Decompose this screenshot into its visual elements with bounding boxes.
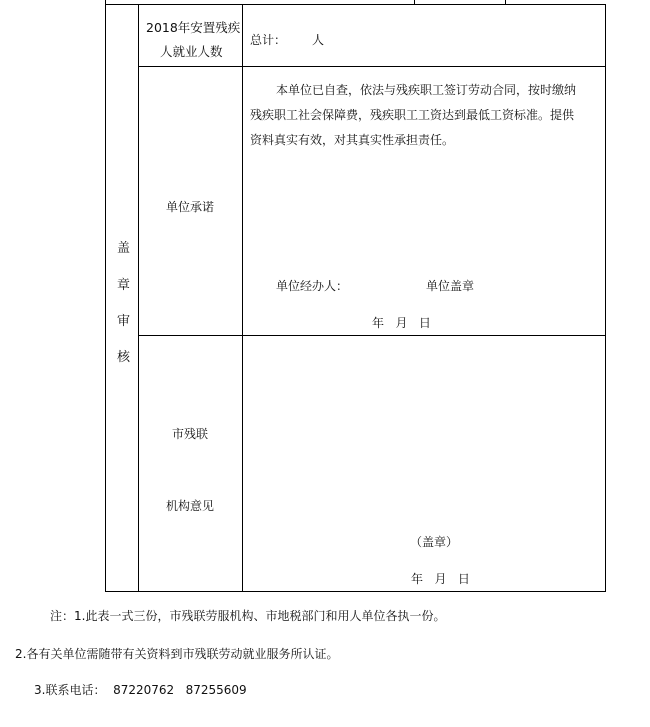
- table-line: [105, 4, 106, 592]
- table-line: [105, 591, 606, 592]
- federation-seal-label: （盖章）: [410, 535, 459, 549]
- side-label-char: 章: [117, 278, 131, 293]
- commitment-label: 单位承诺: [166, 200, 215, 214]
- handler-label: 单位经办人：: [276, 279, 349, 293]
- commitment-text-line3: 资料真实有效，对其真实性承担责任。: [250, 133, 455, 147]
- table-line: [242, 4, 243, 592]
- unit-seal-label: 单位盖章: [426, 279, 475, 293]
- stat-total-prefix: 总计：: [250, 33, 287, 47]
- side-label-char: 审: [117, 314, 131, 329]
- footnote-3: 3.联系电话： 87220762 87255609: [34, 683, 247, 697]
- table-line: [605, 4, 606, 592]
- footnote-2: 2.各有关单位需随带有关资料到市残联劳动就业服务所认证。: [15, 647, 339, 661]
- commitment-date: 年 月 日: [372, 316, 431, 330]
- federation-date: 年 月 日: [411, 572, 470, 586]
- stat-total-unit: 人: [312, 33, 325, 47]
- stat-label-line1: 2018年安置残疾: [146, 20, 241, 35]
- stat-label-line2: 人就业人数: [160, 44, 223, 59]
- table-line: [105, 4, 606, 5]
- table-line: [138, 66, 606, 67]
- commitment-text-line1: 本单位已自查，依法与残疾职工签订劳动合同，按时缴纳: [276, 83, 577, 97]
- federation-label-line1: 市残联: [172, 427, 209, 441]
- footnote-1: 注：1.此表一式三份，市残联劳服机构、市地税部门和用人单位各执一份。: [50, 609, 446, 623]
- table-line: [138, 335, 606, 336]
- table-line: [138, 4, 139, 592]
- side-label-char: 核: [117, 350, 131, 365]
- commitment-text-line2: 残疾职工社会保障费，残疾职工工资达到最低工资标准。提供: [250, 108, 575, 122]
- federation-label-line2: 机构意见: [166, 499, 215, 513]
- side-label-char: 盖: [117, 241, 131, 256]
